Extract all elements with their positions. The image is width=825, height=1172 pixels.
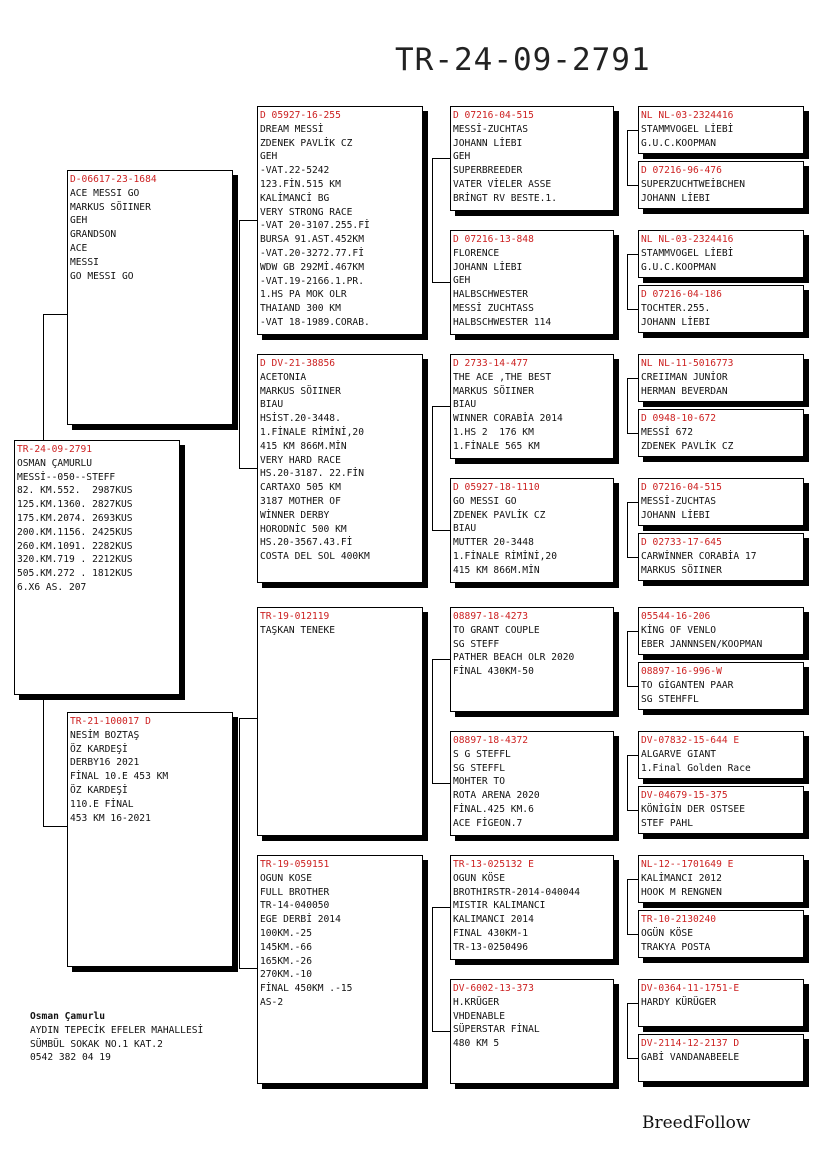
pedigree-line: JOHANN LİEBI <box>641 509 711 521</box>
pedigree-box-g4-1 <box>638 106 804 154</box>
pedigree-line: GEH <box>453 275 471 287</box>
pedigree-box-g4-5 <box>638 354 804 402</box>
connector-line <box>627 254 638 255</box>
connector-line <box>43 700 44 827</box>
pedigree-line: THAIAND 300 KM <box>260 303 341 315</box>
pedigree-line: ACE MESSI GO <box>70 187 140 199</box>
pedigree-line: -VAT.19-2166.1.PR. <box>260 275 364 287</box>
connector-line <box>627 433 638 434</box>
pedigree-line: GO MESSI GO <box>70 270 134 282</box>
ring-number: NL NL-03-2324416 <box>641 234 734 245</box>
connector-line <box>627 755 638 756</box>
connector-line <box>627 254 628 309</box>
pedigree-line: SG STEFF <box>453 638 500 650</box>
connector-line <box>432 907 450 908</box>
ring-number: 08897-18-4372 <box>453 735 529 746</box>
pedigree-line: MESSİ 672 <box>641 426 693 438</box>
connector-line <box>432 158 450 159</box>
ring-number: 05544-16-206 <box>641 611 711 622</box>
pedigree-line: CARWİNNER CORABİA 17 <box>641 550 757 562</box>
pedigree-line: ZDENEK PAVLİK CZ <box>641 440 734 452</box>
pedigree-line: TRAKYA POSTA <box>641 941 711 953</box>
pedigree-line: 505.KM.272 . 1812KUS <box>17 568 133 580</box>
pedigree-line: STAMMVOGEL LİEBİ <box>641 247 734 259</box>
pedigree-line: 270KM.-10 <box>260 969 312 981</box>
pedigree-line: KALİMANCI 2012 <box>641 872 722 884</box>
connector-line <box>432 406 450 407</box>
pedigree-line: KALIMANCI 2014 <box>453 914 534 926</box>
pedigree-line: HS.20-3187. 22.FİN <box>260 468 364 480</box>
ring-number: DV-2114-12-2137 D <box>641 1038 740 1049</box>
pedigree-line: BIAU <box>260 399 284 411</box>
connector-line <box>432 158 433 282</box>
pedigree-box-g4-14 <box>638 910 804 958</box>
pedigree-line: 1.FİNALE RİMİNİ,20 <box>260 426 364 438</box>
pedigree-line: TO GRANT COUPLE <box>453 624 540 636</box>
pedigree-box-dam-sire <box>257 607 423 836</box>
pedigree-line: TOCHTER.255. <box>641 302 711 314</box>
pedigree-box-sds <box>450 354 614 459</box>
ring-number: TR-24-09-2791 <box>17 444 93 455</box>
connector-line <box>627 686 638 687</box>
pedigree-line: AS-2 <box>260 996 284 1008</box>
pedigree-line: CARTAXO 505 KM <box>260 482 341 494</box>
page-title: TR-24-09-2791 <box>395 42 651 78</box>
pedigree-line: 6.X6 AS. 207 <box>17 581 87 593</box>
pedigree-line: 415 KM 866M.MİN <box>260 440 347 452</box>
pedigree-box-g4-13 <box>638 855 804 903</box>
pedigree-line: BURSA 91.AST.452KM <box>260 234 364 246</box>
connector-line <box>627 502 638 503</box>
pedigree-box-g4-3 <box>638 230 804 278</box>
pedigree-line: 1.FİNALE 565 KM <box>453 440 540 452</box>
pedigree-line: BROTHIRSTR-2014-040044 <box>453 886 581 898</box>
connector-line <box>239 718 257 719</box>
pedigree-line: SUPERBREEDER <box>453 165 523 177</box>
pedigree-box-sdd <box>450 478 614 583</box>
ring-number: NL NL-03-2324416 <box>641 110 734 121</box>
pedigree-line: DERBY16 2021 <box>70 757 140 769</box>
pedigree-line: -VAT.22-5242 <box>260 165 330 177</box>
pedigree-line: MUTTER 20-3448 <box>453 537 534 549</box>
connector-line <box>432 783 450 784</box>
pedigree-line: KALİMANCİ BG <box>260 192 330 204</box>
pedigree-line: GEH <box>70 215 88 227</box>
ring-number: 08897-16-996-W <box>641 666 722 677</box>
ring-number: DV-6002-13-373 <box>453 983 534 994</box>
pedigree-line: GABİ VANDANABEELE <box>641 1051 740 1063</box>
connector-line <box>627 1003 628 1058</box>
pedigree-line: JOHANN LİEBI <box>453 137 523 149</box>
ring-number: TR-19-012119 <box>260 611 330 622</box>
pedigree-line: 175.KM.2074. 2693KUS <box>17 512 133 524</box>
ring-number: D 05927-18-1110 <box>453 482 540 493</box>
pedigree-line: MARKUS SÖIINER <box>260 385 341 397</box>
pedigree-box-g4-11 <box>638 731 804 779</box>
ring-number: D-06617-23-1684 <box>70 174 157 185</box>
pedigree-line: BIAU <box>453 523 477 535</box>
pedigree-line: FİNAL 10.E 453 KM <box>70 771 169 783</box>
connector-line <box>432 530 450 531</box>
pedigree-line: 145KM.-66 <box>260 941 312 953</box>
ring-number: D DV-21-38856 <box>260 358 336 369</box>
pedigree-line: ACE <box>70 242 88 254</box>
pedigree-line: HERMAN BEVERDAN <box>641 385 728 397</box>
ring-number: D 07216-04-515 <box>453 110 534 121</box>
pedigree-box-g4-8 <box>638 533 804 581</box>
pedigree-line: GEH <box>453 151 471 163</box>
pedigree-line: OGUN KÖSE <box>453 872 505 884</box>
owner-address-line: SÜMBÜL SOKAK NO.1 KAT.2 <box>30 1038 163 1050</box>
pedigree-line: SÜPERSTAR FİNAL <box>453 1024 540 1036</box>
pedigree-box-dds <box>450 855 614 960</box>
pedigree-line: 260.KM.1091. 2282KUS <box>17 540 133 552</box>
pedigree-box-ddd <box>450 979 614 1084</box>
connector-line <box>627 1003 638 1004</box>
connector-line <box>43 826 67 827</box>
pedigree-line: FINAL 430KM-1 <box>453 927 529 939</box>
pedigree-box-subject <box>14 440 180 695</box>
ring-number: D 07216-13-848 <box>453 234 534 245</box>
pedigree-line: H.KRÜGER <box>453 996 500 1008</box>
pedigree-box-g4-4 <box>638 285 804 333</box>
pedigree-line: 200.KM.1156. 2425KUS <box>17 526 133 538</box>
connector-line <box>239 718 240 968</box>
pedigree-line: KİNG OF VENLO <box>641 624 717 636</box>
pedigree-line: BRİNGT RV BESTE.1. <box>453 192 557 204</box>
pedigree-line: G.U.C.KOOPMAN <box>641 261 717 273</box>
pedigree-line: 82. KM.552. 2987KUS <box>17 485 133 497</box>
connector-line <box>432 907 433 1031</box>
connector-line <box>627 130 638 131</box>
connector-line <box>627 130 628 185</box>
ring-number: D 07216-96-476 <box>641 165 722 176</box>
pedigree-line: WİNNER DERBY <box>260 509 330 521</box>
pedigree-line: HARDY KÜRÜGER <box>641 996 717 1008</box>
pedigree-line: BIAU <box>453 399 477 411</box>
pedigree-line: TR-13-0250496 <box>453 941 529 953</box>
ring-number: D 07216-04-515 <box>641 482 722 493</box>
pedigree-line: THE ACE ,THE BEST <box>453 371 552 383</box>
pedigree-line: 1.FİNALE RİMİNİ,20 <box>453 550 557 562</box>
pedigree-box-g4-15 <box>638 979 804 1027</box>
pedigree-line: 100KM.-25 <box>260 927 312 939</box>
connector-line <box>43 314 67 315</box>
pedigree-line: STAMMVOGEL LİEBİ <box>641 123 734 135</box>
pedigree-line: 480 KM 5 <box>453 1038 500 1050</box>
pedigree-line: MARKUS SÖIINER <box>70 201 151 213</box>
connector-line <box>627 378 638 379</box>
pedigree-line: SG STEHFFL <box>641 693 699 705</box>
ring-number: D 2733-14-477 <box>453 358 529 369</box>
pedigree-line: WDW GB 292Mİ.467KM <box>260 261 364 273</box>
pedigree-line: FULL BROTHER <box>260 886 330 898</box>
pedigree-line: VHDENABLE <box>453 1010 505 1022</box>
pedigree-line: TAŞKAN TENEKE <box>260 624 336 636</box>
pedigree-line: S G STEFFL <box>453 748 511 760</box>
pedigree-line: MESSI <box>70 256 99 268</box>
pedigree-line: JOHANN LİEBI <box>641 192 711 204</box>
pedigree-line: ÖZ KARDEŞİ <box>70 743 128 755</box>
pedigree-line: 123.FİN.515 KM <box>260 178 341 190</box>
pedigree-line: G.U.C.KOOPMAN <box>641 137 717 149</box>
ring-number: D 07216-04-186 <box>641 289 722 300</box>
connector-line <box>627 502 628 557</box>
owner-phone: 0542 382 04 19 <box>30 1052 111 1064</box>
pedigree-line: GRANDSON <box>70 229 117 241</box>
pedigree-box-sire-dam <box>257 354 423 583</box>
pedigree-line: HALBSCHWESTER 114 <box>453 316 552 328</box>
pedigree-box-g4-16 <box>638 1034 804 1082</box>
pedigree-line: -VAT 20-3107.255.Fİ <box>260 220 370 232</box>
pedigree-line: -VAT 18-1989.CORAB. <box>260 316 370 328</box>
pedigree-box-sire <box>67 170 233 425</box>
connector-line <box>239 468 257 469</box>
connector-line <box>627 810 638 811</box>
pedigree-box-g4-6 <box>638 409 804 457</box>
connector-line <box>627 879 638 880</box>
pedigree-line: VERY STRONG RACE <box>260 206 353 218</box>
pedigree-line: MESSİ ZUCHTASS <box>453 302 534 314</box>
pedigree-line: COSTA DEL SOL 400KM <box>260 551 370 563</box>
connector-line <box>627 879 628 934</box>
pedigree-line: ÖZ KARDEŞİ <box>70 784 128 796</box>
connector-line <box>627 934 638 935</box>
pedigree-line: 320.KM.719 . 2212KUS <box>17 554 133 566</box>
pedigree-line: 1.HS PA MOK OLR <box>260 289 347 301</box>
pedigree-line: ALGARVE GIANT <box>641 748 717 760</box>
pedigree-line: ACETONIA <box>260 371 307 383</box>
connector-line <box>239 220 257 221</box>
connector-line <box>239 968 257 969</box>
connector-line <box>627 557 638 558</box>
pedigree-line: OSMAN ÇAMURLU <box>17 457 93 469</box>
ring-number: D 0948-10-672 <box>641 413 717 424</box>
pedigree-line: TR-14-040050 <box>260 900 330 912</box>
connector-line <box>627 185 638 186</box>
pedigree-line: STEF PAHL <box>641 817 693 829</box>
pedigree-line: VATER VİELER ASSE <box>453 178 552 190</box>
owner-info <box>30 1010 203 1065</box>
pedigree-line: VERY HARD RACE <box>260 454 341 466</box>
ring-number: D 05927-16-255 <box>260 110 341 121</box>
ring-number: TR-13-025132 E <box>453 859 534 870</box>
ring-number: DV-07832-15-644 E <box>641 735 740 746</box>
connector-line <box>432 1031 450 1032</box>
pedigree-line: PATHER BEACH OLR 2020 <box>453 652 575 664</box>
pedigree-line: OGÜN KÖSE <box>641 927 693 939</box>
pedigree-line: FLORENCE <box>453 247 500 259</box>
connector-line <box>432 282 450 283</box>
pedigree-box-g4-9 <box>638 607 804 655</box>
pedigree-line: -VAT.20-3272.77.Fİ <box>260 247 364 259</box>
ring-number: 08897-18-4273 <box>453 611 529 622</box>
connector-line <box>239 220 240 468</box>
pedigree-line: MOHTER TO <box>453 776 505 788</box>
pedigree-box-dam <box>67 712 233 967</box>
pedigree-box-sire-sire <box>257 106 423 335</box>
connector-line <box>432 659 433 783</box>
pedigree-line: MESSİ--050--STEFF <box>17 471 116 483</box>
connector-line <box>627 631 628 686</box>
pedigree-line: SG STEFFL <box>453 762 505 774</box>
pedigree-line: GEH <box>260 151 278 163</box>
pedigree-line: FİNAL.425 KM.6 <box>453 803 534 815</box>
pedigree-line: FİNAL 430KM-50 <box>453 666 534 678</box>
ring-number: NL NL-11-5016773 <box>641 358 734 369</box>
pedigree-line: 110.E FİNAL <box>70 798 134 810</box>
pedigree-line: 125.KM.1360. 2827KUS <box>17 499 133 511</box>
pedigree-box-ssd <box>450 230 614 335</box>
pedigree-line: HS.20-3567.43.Fİ <box>260 537 353 549</box>
pedigree-line: HOOK M RENGNEN <box>641 886 722 898</box>
pedigree-line: CREIIMAN JUNİOR <box>641 371 728 383</box>
pedigree-line: JOHANN LİEBI <box>641 316 711 328</box>
pedigree-line: MISTIR KALIMANCI <box>453 900 546 912</box>
pedigree-line: GO MESSI GO <box>453 495 517 507</box>
pedigree-line: MESSİ-ZUCHTAS <box>641 495 717 507</box>
pedigree-line: 3187 MOTHER OF <box>260 495 341 507</box>
connector-line <box>627 631 638 632</box>
pedigree-line: HSİST.20-3448. <box>260 413 341 425</box>
pedigree-line: 1.HS 2 176 KM <box>453 426 534 438</box>
pedigree-line: WINNER CORABİA 2014 <box>453 413 563 425</box>
pedigree-box-g4-12 <box>638 786 804 834</box>
pedigree-line: FİNAL 450KM .-15 <box>260 983 353 995</box>
pedigree-line: MESSİ-ZUCHTAS <box>453 123 529 135</box>
pedigree-line: MARKUS SÖIINER <box>641 564 722 576</box>
ring-number: DV-0364-11-1751-E <box>641 983 740 994</box>
pedigree-line: SUPERZUCHTWEİBCHEN <box>641 178 745 190</box>
ring-number: TR-10-2130240 <box>641 914 717 925</box>
pedigree-line: HALBSCHWESTER <box>453 289 529 301</box>
connector-line <box>627 1058 638 1059</box>
pedigree-box-g4-2 <box>638 161 804 209</box>
pedigree-line: ZDENEK PAVLİK CZ <box>260 137 353 149</box>
pedigree-box-dsd <box>450 731 614 836</box>
ring-number: TR-21-100017 D <box>70 716 151 727</box>
pedigree-line: HORODNİC 500 KM <box>260 523 347 535</box>
ring-number: NL-12--1701649 E <box>641 859 734 870</box>
owner-address-line: AYDIN TEPECİK EFELER MAHALLESİ <box>30 1024 204 1036</box>
pedigree-box-g4-7 <box>638 478 804 526</box>
connector-line <box>432 659 450 660</box>
pedigree-line: 165KM.-26 <box>260 955 312 967</box>
connector-line <box>627 755 628 810</box>
pedigree-line: 1.Final Golden Race <box>641 762 751 774</box>
pedigree-box-dss <box>450 607 614 712</box>
ring-number: D 02733-17-645 <box>641 537 722 548</box>
pedigree-line: DREAM MESSİ <box>260 123 324 135</box>
pedigree-line: ZDENEK PAVLİK CZ <box>453 509 546 521</box>
pedigree-line: ROTA ARENA 2020 <box>453 790 540 802</box>
pedigree-line: 453 KM 16-2021 <box>70 812 151 824</box>
brand-logo: BreedFollow <box>642 1113 751 1133</box>
connector-line <box>432 406 433 530</box>
pedigree-line: OGUN KOSE <box>260 872 312 884</box>
pedigree-box-sss <box>450 106 614 211</box>
pedigree-line: ACE FİGEON.7 <box>453 817 523 829</box>
connector-line <box>627 378 628 433</box>
pedigree-box-g4-10 <box>638 662 804 710</box>
connector-line <box>627 309 638 310</box>
connector-line <box>43 314 44 440</box>
pedigree-line: NESİM BOZTAŞ <box>70 729 140 741</box>
pedigree-line: MARKUS SÖIINER <box>453 385 534 397</box>
pedigree-line: TO GİGANTEN PAAR <box>641 679 734 691</box>
owner-name: Osman Çamurlu <box>30 1011 106 1022</box>
pedigree-line: KÖNİGİN DER OSTSEE <box>641 803 745 815</box>
pedigree-line: EGE DERBİ 2014 <box>260 914 341 926</box>
ring-number: DV-04679-15-375 <box>641 790 728 801</box>
pedigree-line: EBER JANNNSEN/KOOPMAN <box>641 638 763 650</box>
pedigree-line: 415 KM 866M.MİN <box>453 564 540 576</box>
ring-number: TR-19-059151 <box>260 859 330 870</box>
pedigree-line: JOHANN LİEBI <box>453 261 523 273</box>
pedigree-box-dam-dam <box>257 855 423 1084</box>
